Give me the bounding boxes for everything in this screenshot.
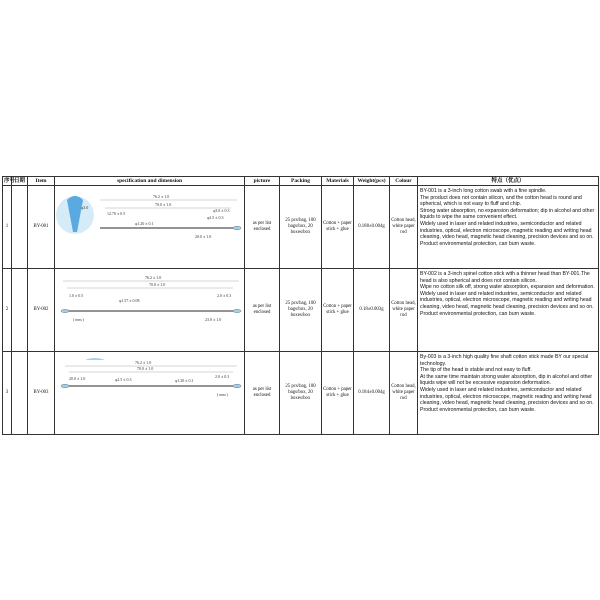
packing: 25 pcs/bag, 100 bags/box, 20 boxes/box: [280, 269, 322, 352]
header-materials: Materials: [322, 177, 354, 186]
swab-head-left: [61, 309, 69, 312]
packing: 25 pcs/bag, 100 bags/box, 20 boxes/box: [280, 352, 322, 435]
header-date: 日期: [12, 177, 28, 186]
dimension-drawing: [55, 352, 245, 435]
header-features: 特点（优点）: [418, 177, 599, 186]
picture-note: as per list enclosed: [245, 269, 280, 352]
feature-line: Widely used in laser and related industries, semiconductor and related industries, optical, electron microscope, magnetic reading and writing head cleaning, video head, magnetic head cleaning, precision devices and so on.: [420, 220, 594, 241]
dim-label: φ3.0 ± 0.3: [213, 208, 230, 213]
swab-end-head: [233, 226, 241, 230]
dimension-drawing: [55, 269, 245, 352]
swab-head-left: [61, 384, 69, 388]
dim-label: 12.70 ± 0.5: [107, 211, 126, 216]
feature-line: BY-002 is a 3-inch spinel cotton stick with a thinner head than BY-001.The head is also spherical and does not contain silicon.: [420, 271, 590, 284]
dim-label: 1.0 ± 0.5: [69, 293, 84, 298]
weight: 0.18±0.003g: [354, 269, 390, 352]
materials: Cotton + paper stick + glue: [322, 352, 354, 435]
swab-head-right: [233, 309, 241, 312]
item-code: BY-002: [28, 269, 55, 352]
feature-line: At the same time maintain strong water absorption, dip in alcohol and other liquids wipe will not be excessive expansion deformation.: [420, 373, 593, 387]
swab-drawing-3: [55, 354, 244, 432]
dim-label: φ1.20 ± 0.1: [135, 221, 154, 226]
features-text: [418, 352, 599, 435]
packing: 25 pcs/bag, 100 bags/box, 20 boxes/box: [280, 186, 322, 269]
feature-line: The product does not contain silicon, and the cotton head is round and spherical, which is not easy to fluff and chip.: [420, 194, 582, 208]
feature-line: By-003 is a 3-inch high quality fine shaft cotton stick made BY our special technology.: [420, 354, 589, 367]
picture-note: as per list enclosed: [245, 186, 280, 269]
materials: Cotton + paper stick + glue: [322, 269, 354, 352]
header-colour: Colour: [390, 177, 418, 186]
item-code: BY-001: [28, 186, 55, 269]
dim-label: φ2.5 ± 0.3: [207, 215, 224, 220]
weight: 0.188±0.004g: [354, 186, 390, 269]
dim-label: 76.2 ± 1.0: [135, 360, 152, 365]
feature-line: Widely used in laser and related industries, semiconductor and related industries, optical, electron microscope, magnetic reading and writing head cleaning, video head, magnetic head cleaning, precision devices and so on.: [420, 386, 594, 407]
header-packing: Packing: [280, 177, 322, 186]
dim-label: 2.0 ± 0.3: [217, 293, 232, 298]
dim-label: φ3.0: [81, 205, 89, 210]
features-text: [418, 186, 599, 269]
header-picture: picture: [245, 177, 280, 186]
dim-label: φ1.57 ± 0.08: [119, 298, 140, 303]
dim-label: 76.2 ± 1.0: [153, 194, 170, 199]
header-no: 序号: [4, 177, 16, 184]
product-table: [2, 176, 599, 435]
feature-line: BY-001 is a 3-inch long cotton swab with a fine spindle.: [420, 188, 547, 194]
dimension-drawing: [55, 186, 245, 269]
feature-line: Strong water absorption, no expansion deformation; dip in alcohol and other liquids to wipe the same convenient effect.: [420, 207, 595, 221]
header-row: [3, 177, 599, 186]
header-spec: specification and dimension: [55, 177, 245, 186]
features-text: [418, 269, 599, 352]
header-weight: Weight(pcs): [354, 177, 390, 186]
colour: Cotton head, white paper rod: [390, 269, 418, 352]
dim-label: 70.0 ± 1.0: [155, 202, 172, 207]
dim-label: 76.2 ± 1.0: [145, 275, 162, 280]
row-number: 3: [3, 352, 12, 435]
dim-label: 70.0 ± 1.0: [137, 366, 154, 371]
colour: Cotton head, white paper rod: [390, 352, 418, 435]
header-item: Item: [28, 177, 55, 186]
table-row: [3, 269, 599, 352]
item-code: BY-003: [28, 352, 55, 435]
table-row: [3, 186, 599, 269]
feature-line: The tip of the head is stable and not easy to fluff.: [420, 367, 532, 374]
swab-drawing-2: [55, 271, 244, 349]
materials: Cotton + paper stick + glue: [322, 186, 354, 269]
spec-sheet: [2, 176, 598, 435]
table-row: [3, 352, 599, 435]
dim-label: 23.0 ± 1.0: [205, 317, 222, 322]
row-date: [12, 352, 28, 435]
swab-head-magnified: [85, 358, 105, 360]
row-date: [12, 269, 28, 352]
colour: Cotton head, white paper rod: [390, 186, 418, 269]
feature-line: Wipe no cotton silk off, strong water absorption, expansion and deformation.: [420, 284, 595, 291]
feature-line: Product environmental protection, can burn waste.: [420, 310, 536, 317]
dim-label: 20.0 ± 1.0: [195, 234, 212, 239]
dim-label: φ2.5 ± 0.3: [115, 377, 132, 382]
unit-label: ( mm ): [73, 317, 84, 322]
row-number: 1: [3, 186, 12, 269]
picture-note: as per list enclosed: [245, 352, 280, 435]
row-date: [12, 186, 28, 269]
dim-label: 20.0 ± 1.0: [69, 376, 86, 381]
feature-line: Product environmental protection, can burn waste.: [420, 240, 536, 247]
swab-head-right: [233, 384, 241, 388]
dim-label: φ1.20 ± 0.1: [175, 378, 194, 383]
dim-label: 2.0 ± 0.3: [215, 374, 230, 379]
feature-line: Widely used in laser and related industries, semiconductor and related industries, optical, electron microscope, magnetic reading and writing head cleaning, video head, magnetic head cleaning, precision devices and so on.: [420, 290, 594, 310]
unit-label: ( mm ): [217, 392, 228, 397]
feature-line: Product environmental protection, can burn waste.: [420, 406, 536, 413]
row-number: 2: [3, 269, 12, 352]
weight: 0.184±0.004g: [354, 352, 390, 435]
dim-label: 70.0 ± 1.0: [149, 282, 166, 287]
swab-drawing-1: [55, 188, 244, 266]
